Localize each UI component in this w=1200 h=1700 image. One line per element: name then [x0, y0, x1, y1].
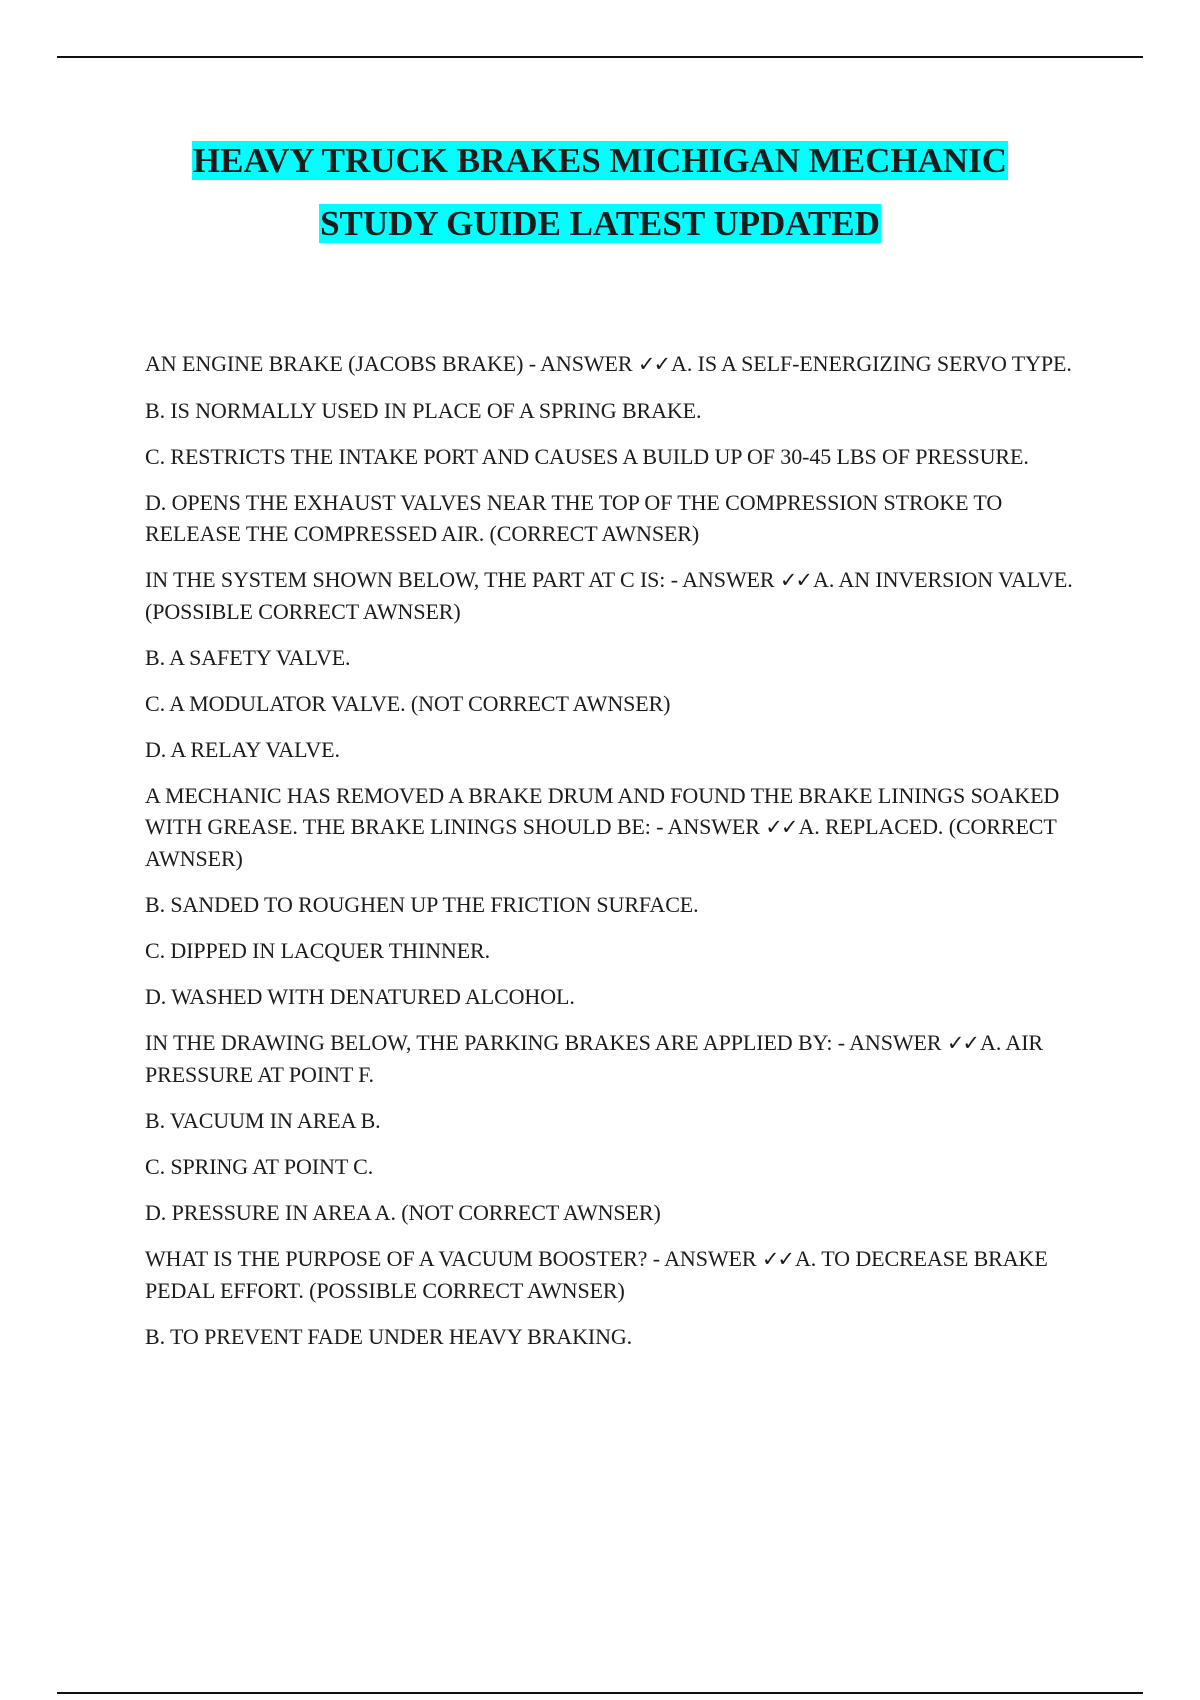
- double-check-icon: ✓✓: [779, 568, 812, 592]
- paragraph-text: C. SPRING AT POINT C.: [145, 1154, 374, 1179]
- question-paragraph: [145, 1105, 1085, 1136]
- paragraph-text: B. A SAFETY VALVE.: [145, 645, 351, 670]
- question-paragraph: [145, 348, 1085, 380]
- question-paragraph: [145, 1197, 1085, 1228]
- answer-text: A. IS A SELF-ENERGIZING SERVO TYPE.: [671, 351, 1072, 376]
- top-divider: [57, 56, 1143, 58]
- paragraph-text: A MECHANIC HAS REMOVED A BRAKE DRUM AND FOUND THE BRAKE LININGS SOAKED WITH GREASE. THE BRAKE LININGS SHOULD BE: - ANSWER: [145, 783, 1060, 839]
- paragraph-text: B. VACUUM IN AREA B.: [145, 1108, 381, 1133]
- question-paragraph: [145, 1243, 1085, 1306]
- paragraph-text: WHAT IS THE PURPOSE OF A VACUUM BOOSTER? - ANSWER: [145, 1246, 762, 1271]
- paragraph-text: C. A MODULATOR VALVE. (NOT CORRECT AWNSER): [145, 691, 671, 716]
- question-paragraph: [145, 935, 1085, 966]
- question-paragraph: [145, 1151, 1085, 1182]
- answer-text: A. REPLACED. (CORRECT AWNSER): [145, 814, 1057, 871]
- paragraph-text: D. WASHED WITH DENATURED ALCOHOL.: [145, 984, 575, 1009]
- paragraph-text: B. TO PREVENT FADE UNDER HEAVY BRAKING.: [145, 1324, 633, 1349]
- paragraph-text: D. PRESSURE IN AREA A. (NOT CORRECT AWNSER): [145, 1200, 661, 1225]
- answer-text: A. AN INVERSION VALVE. (POSSIBLE CORRECT AWNSER): [145, 567, 1073, 624]
- double-check-icon: ✓✓: [761, 1247, 794, 1271]
- question-paragraph: [145, 1027, 1085, 1090]
- answer-text: A. AIR PRESSURE AT POINT F.: [145, 1030, 1043, 1087]
- paragraph-text: C. RESTRICTS THE INTAKE PORT AND CAUSES A BUILD UP OF 30-45 LBS OF PRESSURE.: [145, 444, 1029, 469]
- document-title: [0, 140, 1200, 266]
- double-check-icon: ✓✓: [637, 352, 670, 376]
- question-paragraph: [145, 889, 1085, 920]
- question-paragraph: [145, 1321, 1085, 1352]
- title-highlight-2: STUDY GUIDE LATEST UPDATED: [320, 204, 880, 243]
- title-line-2: [0, 203, 1200, 245]
- answer-text: A. TO DECREASE BRAKE PEDAL EFFORT. (POSSIBLE CORRECT AWNSER): [145, 1246, 1048, 1303]
- paragraph-text: IN THE DRAWING BELOW, THE PARKING BRAKES ARE APPLIED BY: - ANSWER: [145, 1030, 947, 1055]
- paragraph-text: AN ENGINE BRAKE (JACOBS BRAKE) - ANSWER: [145, 351, 638, 376]
- question-paragraph: [145, 734, 1085, 765]
- bottom-divider: [57, 1692, 1143, 1694]
- paragraph-text: C. DIPPED IN LACQUER THINNER.: [145, 938, 491, 963]
- paragraph-text: D. OPENS THE EXHAUST VALVES NEAR THE TOP OF THE COMPRESSION STROKE TO RELEASE THE COMPRESSED AIR. (CORRECT AWNSER): [145, 490, 1003, 546]
- question-paragraph: [145, 688, 1085, 719]
- double-check-icon: ✓✓: [765, 815, 797, 839]
- question-paragraph: [145, 780, 1085, 874]
- question-paragraph: [145, 981, 1085, 1012]
- question-paragraph: [145, 564, 1085, 627]
- question-paragraph: [145, 487, 1085, 549]
- title-highlight-1: HEAVY TRUCK BRAKES MICHIGAN MECHANIC: [192, 141, 1008, 180]
- question-paragraph: [145, 395, 1085, 426]
- paragraph-text: IN THE SYSTEM SHOWN BELOW, THE PART AT C IS: - ANSWER: [145, 567, 780, 592]
- question-paragraph: [145, 441, 1085, 472]
- double-check-icon: ✓✓: [946, 1031, 979, 1055]
- title-line-1: [0, 140, 1200, 182]
- question-paragraph: [145, 642, 1085, 673]
- paragraph-text: B. SANDED TO ROUGHEN UP THE FRICTION SURFACE.: [145, 892, 699, 917]
- paragraph-text: D. A RELAY VALVE.: [145, 737, 340, 762]
- paragraph-text: B. IS NORMALLY USED IN PLACE OF A SPRING BRAKE.: [145, 398, 702, 423]
- document-body: [145, 348, 1085, 1367]
